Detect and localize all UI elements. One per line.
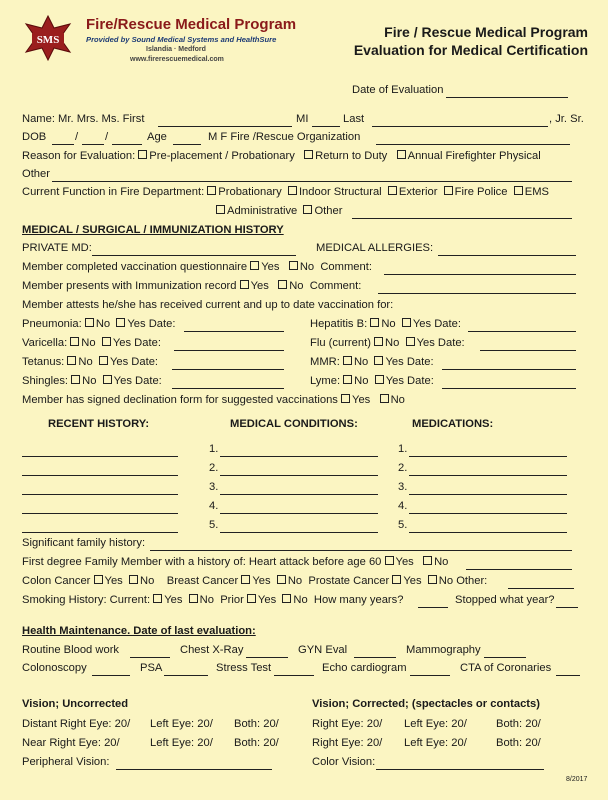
health-maintenance-heading: Health Maintenance. Date of last evaluation: — [22, 625, 256, 637]
reason-label — [22, 150, 541, 162]
age-label: Age — [147, 131, 167, 143]
vision-corrected-heading: Vision; Corrected; (spectacles or contacts) — [312, 698, 540, 710]
private-md-field[interactable] — [92, 255, 296, 256]
corrected-near-both-label: Both: 20/ — [496, 737, 541, 749]
medication-number: 1. — [398, 443, 408, 455]
checkbox[interactable] — [303, 205, 312, 214]
checkbox[interactable] — [116, 318, 125, 327]
checkbox[interactable] — [343, 356, 352, 365]
prostate-label: Prostate Cancer — [308, 575, 390, 587]
near-both-label: Both: 20/ — [234, 737, 279, 749]
shingles-label: Shingles: — [22, 375, 69, 387]
varicella-date-field[interactable] — [174, 350, 284, 351]
no-label: No — [381, 318, 396, 330]
current-function-row-2 — [216, 205, 342, 217]
cta-field[interactable] — [556, 675, 580, 676]
colon-label: Colon Cancer — [22, 575, 91, 587]
other-field[interactable] — [52, 181, 572, 182]
recent-history-line[interactable] — [22, 532, 178, 533]
first-degree-row — [22, 556, 448, 568]
lyme-label: Lyme: — [310, 375, 341, 387]
corrected-left-label: Left Eye: 20/ — [404, 718, 467, 730]
yes-label: Yes — [257, 594, 277, 606]
medical-section-heading: MEDICAL / SURGICAL / IMMUNIZATION HISTORY — [22, 224, 284, 236]
medications-heading: MEDICATIONS: — [412, 418, 494, 430]
dob-day-field[interactable] — [82, 144, 104, 145]
gyn-label: GYN Eval — [298, 644, 348, 656]
yes-date-label: Yes Date: — [412, 318, 461, 330]
option-ems: EMS — [524, 186, 549, 198]
chest-xray-field[interactable] — [246, 657, 288, 658]
both-label: Both: 20/ — [234, 718, 279, 730]
other-label: Other — [22, 168, 50, 180]
yes-date-label: Yes Date: — [109, 356, 159, 368]
header-title-2: Evaluation for Medical Certification — [353, 42, 588, 58]
checkbox[interactable] — [341, 394, 350, 403]
vacc-comment-field[interactable] — [384, 274, 576, 275]
checkbox[interactable] — [289, 261, 298, 270]
flu-label: Flu (current) — [310, 337, 371, 349]
last-name-field[interactable] — [372, 126, 548, 127]
yes-date-label: Yes Date: — [112, 337, 161, 349]
no-label: No — [139, 575, 155, 587]
maltese-cross-icon — [24, 14, 72, 62]
shingles-row — [22, 375, 162, 387]
psa-field[interactable] — [164, 675, 208, 676]
option-exterior: Exterior — [398, 186, 438, 198]
checkbox[interactable] — [282, 594, 291, 603]
no-label: No — [293, 594, 308, 606]
checkbox[interactable] — [374, 337, 383, 346]
logo-subtitle: Provided by Sound Medical Systems and HealthSure — [86, 35, 277, 44]
no-label: No — [354, 375, 369, 387]
immun-label: Member presents with Immunization record — [22, 280, 237, 292]
condition-line[interactable] — [220, 494, 378, 495]
medication-line[interactable] — [409, 456, 567, 457]
allergies-field[interactable] — [438, 255, 576, 256]
current-function-label: Current Function in Fire Department: — [22, 186, 205, 198]
mammography-field[interactable] — [484, 657, 526, 658]
comment-label: Comment: — [320, 261, 372, 273]
medication-number: 5. — [398, 519, 408, 531]
checkbox[interactable] — [153, 594, 162, 603]
no-label: No — [289, 280, 304, 292]
no-label: No — [390, 394, 405, 406]
other-cancer-field[interactable] — [508, 588, 574, 589]
condition-number: 5. — [209, 519, 219, 531]
routine-blood-label: Routine Blood work — [22, 644, 120, 656]
color-vision-label: Color Vision: — [312, 756, 376, 768]
medication-line[interactable] — [409, 513, 567, 514]
yes-label: Yes — [403, 575, 422, 587]
first-degree-field[interactable] — [466, 569, 572, 570]
logo-badge — [24, 14, 72, 62]
name-label: Name: Mr. Mrs. Ms. First — [22, 113, 145, 125]
tetanus-date-field[interactable] — [172, 369, 284, 370]
colonoscopy-label: Colonoscopy — [22, 662, 87, 674]
near-left-label: Left Eye: 20/ — [150, 737, 213, 749]
vaccination-questionnaire-row — [22, 261, 372, 273]
first-name-field[interactable] — [158, 126, 292, 127]
medication-number: 4. — [398, 500, 408, 512]
significant-family-field[interactable] — [150, 550, 572, 551]
checkbox[interactable] — [423, 556, 432, 565]
cancer-row — [22, 575, 487, 587]
shingles-date-field[interactable] — [172, 388, 284, 389]
smoking-row — [22, 594, 403, 606]
reason-text: Reason for Evaluation: — [22, 150, 136, 162]
gender-org-label: M F Fire /Rescue Organization — [208, 131, 361, 143]
yes-date-label: Yes Date: — [127, 318, 176, 330]
checkbox[interactable] — [241, 575, 250, 584]
immunization-record-row — [22, 280, 361, 292]
distant-right-label: Distant Right Eye: 20/ — [22, 718, 131, 730]
first-degree-label: First degree Family Member with a history of: Heart attack before age 60 — [22, 556, 382, 568]
comment-label: Comment: — [309, 280, 362, 292]
dob-slash: / — [75, 131, 79, 143]
condition-number: 1. — [209, 443, 219, 455]
checkbox[interactable] — [67, 356, 76, 365]
checkbox[interactable] — [216, 205, 225, 214]
checkbox[interactable] — [103, 375, 112, 384]
option-indoor: Indoor Structural — [298, 186, 382, 198]
recent-history-line[interactable] — [22, 513, 178, 514]
mi-field[interactable] — [312, 126, 340, 127]
corrected-near-right-label: Right Eye: 20/ — [312, 737, 383, 749]
last-label: Last — [343, 113, 365, 125]
gyn-field[interactable] — [354, 657, 396, 658]
no-label: No — [78, 356, 93, 368]
prior-label: Prior — [220, 594, 244, 606]
stress-test-label: Stress Test — [216, 662, 272, 674]
checkbox[interactable] — [99, 356, 108, 365]
hepb-date-field[interactable] — [468, 331, 576, 332]
yes-label: Yes — [395, 556, 414, 568]
no-label: No — [299, 261, 315, 273]
checkbox[interactable] — [514, 186, 523, 195]
no-label: No — [95, 318, 111, 330]
how-many-label: How many years? — [313, 594, 404, 606]
checkbox[interactable] — [85, 318, 94, 327]
peripheral-vision-field[interactable] — [116, 769, 272, 770]
pneumonia-row — [22, 318, 175, 330]
no-label: No — [434, 556, 449, 568]
checkbox[interactable] — [392, 575, 401, 584]
checkbox[interactable] — [428, 575, 437, 584]
condition-number: 4. — [209, 500, 219, 512]
checkbox[interactable] — [94, 575, 103, 584]
yes-date-label: Yes Date: — [113, 375, 162, 387]
checkbox[interactable] — [444, 186, 453, 195]
echo-label: Echo cardiogram — [322, 662, 407, 674]
organization-field[interactable] — [376, 144, 570, 145]
color-vision-field[interactable] — [376, 769, 544, 770]
checkbox[interactable] — [388, 186, 397, 195]
breast-label: Breast Cancer — [166, 575, 239, 587]
lyme-row — [310, 375, 434, 387]
medical-conditions-heading: MEDICAL CONDITIONS: — [230, 418, 358, 430]
checkbox[interactable] — [374, 356, 383, 365]
vacc-q-label: Member completed vaccination questionnaire — [22, 261, 248, 273]
corrected-both-label: Both: 20/ — [496, 718, 541, 730]
dob-slash: / — [105, 131, 109, 143]
option-other: Other — [314, 205, 343, 217]
checkbox[interactable] — [70, 337, 79, 346]
left-eye-label: Left Eye: 20/ — [150, 718, 213, 730]
stopped-label: Stopped what year? — [455, 594, 555, 606]
medication-number: 3. — [398, 481, 408, 493]
yes-label: Yes — [164, 594, 183, 606]
psa-label: PSA — [140, 662, 163, 674]
checkbox[interactable] — [240, 280, 249, 289]
logo-url[interactable]: www.firerescuemedical.com — [130, 56, 224, 63]
stress-test-field[interactable] — [274, 675, 314, 676]
no-label: No — [81, 337, 96, 349]
condition-line[interactable] — [220, 475, 378, 476]
checkbox[interactable] — [278, 280, 287, 289]
varicella-label: Varicella: — [22, 337, 68, 349]
smoking-label: Smoking History: Current: — [22, 594, 151, 606]
checkbox[interactable] — [102, 337, 111, 346]
current-function-row — [22, 186, 549, 198]
no-label: No — [385, 337, 400, 349]
mammography-label: Mammography — [406, 644, 481, 656]
logo-locations: Islandia · Medford — [146, 46, 206, 53]
svg-text:SMS: SMS — [36, 34, 60, 46]
varicella-row — [22, 337, 161, 349]
option-probationary: Probationary — [218, 186, 282, 198]
condition-line[interactable] — [220, 513, 378, 514]
recent-history-line[interactable] — [22, 475, 178, 476]
checkbox[interactable] — [397, 150, 406, 159]
checkbox[interactable] — [277, 575, 286, 584]
peripheral-vision-label: Peripheral Vision: — [22, 756, 110, 768]
flu-date-field[interactable] — [480, 350, 576, 351]
yes-date-label: Yes Date: — [385, 356, 434, 368]
yes-label: Yes — [250, 280, 269, 292]
form-version: 8/2017 — [566, 776, 588, 783]
yes-date-label: Yes Date: — [385, 375, 434, 387]
recent-history-line[interactable] — [22, 494, 178, 495]
recent-history-heading: RECENT HISTORY: — [48, 418, 150, 430]
pneumonia-label: Pneumonia: — [22, 318, 82, 330]
pneumonia-date-field[interactable] — [184, 331, 284, 332]
function-other-field[interactable] — [352, 218, 572, 219]
checkbox[interactable] — [207, 186, 216, 195]
option-fire-police: Fire Police — [454, 186, 508, 198]
stopped-year-field[interactable] — [556, 607, 578, 608]
checkbox[interactable] — [370, 318, 379, 327]
yes-label: Yes — [352, 394, 371, 406]
checkbox[interactable] — [189, 594, 198, 603]
lyme-date-field[interactable] — [442, 388, 576, 389]
no-label: No — [353, 356, 369, 368]
medication-line[interactable] — [409, 532, 567, 533]
date-of-evaluation-field[interactable] — [446, 97, 568, 98]
immun-comment-field[interactable] — [378, 293, 576, 294]
how-many-years-field[interactable] — [418, 607, 448, 608]
declination-label: Member has signed declination form for suggested vaccinations — [22, 394, 338, 406]
checkbox[interactable] — [247, 594, 256, 603]
routine-blood-field[interactable] — [130, 657, 170, 658]
significant-family-label: Significant family history: — [22, 537, 146, 549]
flu-row — [310, 337, 465, 349]
date-of-evaluation-label: Date of Evaluation — [352, 84, 444, 96]
condition-line[interactable] — [220, 456, 378, 457]
colonoscopy-field[interactable] — [92, 675, 130, 676]
header-title-1: Fire / Rescue Medical Program — [384, 24, 588, 40]
condition-number: 3. — [209, 481, 219, 493]
dob-year-field[interactable] — [112, 144, 142, 145]
checkbox[interactable] — [250, 261, 259, 270]
option-annual-physical: Annual Firefighter Physical — [407, 150, 541, 162]
near-right-label: Near Right Eye: 20/ — [22, 737, 120, 749]
mmr-row — [310, 356, 434, 368]
private-md-label: PRIVATE MD: — [22, 242, 92, 254]
condition-number: 2. — [209, 462, 219, 474]
checkbox[interactable] — [138, 150, 147, 159]
dob-month-field[interactable] — [52, 144, 74, 145]
medication-line[interactable] — [409, 475, 567, 476]
declination-row — [22, 394, 405, 406]
logo-title: Fire/Rescue Medical Program — [86, 16, 297, 33]
age-field[interactable] — [173, 144, 201, 145]
echo-field[interactable] — [410, 675, 450, 676]
hepb-label: Hepatitis B: — [310, 318, 368, 330]
mi-label: MI — [296, 113, 309, 125]
vision-uncorrected-heading: Vision; Uncorrected — [22, 698, 129, 710]
hepb-row — [310, 318, 461, 330]
tetanus-label: Tetanus: — [22, 356, 65, 368]
medication-number: 2. — [398, 462, 408, 474]
option-pre-placement: Pre-placement / Probationary — [149, 150, 295, 162]
attests-label: Member attests he/she has received current and up to date vaccination for: — [22, 299, 394, 311]
allergies-label: MEDICAL ALLERGIES: — [316, 242, 434, 254]
option-administrative: Administrative — [227, 205, 298, 217]
checkbox[interactable] — [380, 394, 389, 403]
checkbox[interactable] — [406, 337, 415, 346]
checkbox[interactable] — [71, 375, 80, 384]
recent-history-line[interactable] — [22, 456, 178, 457]
checkbox[interactable] — [304, 150, 313, 159]
mmr-date-field[interactable] — [442, 369, 576, 370]
no-label: No — [82, 375, 97, 387]
yes-label: Yes — [261, 261, 280, 273]
checkbox[interactable] — [129, 575, 138, 584]
option-return-to-duty: Return to Duty — [315, 150, 388, 162]
checkbox[interactable] — [288, 186, 297, 195]
checkbox[interactable] — [385, 556, 394, 565]
corrected-near-left-label: Left Eye: 20/ — [404, 737, 467, 749]
dob-label: DOB — [22, 131, 47, 143]
condition-line[interactable] — [220, 532, 378, 533]
checkbox[interactable] — [343, 375, 352, 384]
chest-xray-label: Chest X-Ray — [180, 644, 244, 656]
no-other-label: No Other: — [438, 575, 488, 587]
yes-date-label: Yes Date: — [416, 337, 465, 349]
no-label: No — [199, 594, 214, 606]
corrected-right-label: Right Eye: 20/ — [312, 718, 383, 730]
no-label: No — [287, 575, 303, 587]
checkbox[interactable] — [375, 375, 384, 384]
tetanus-row — [22, 356, 158, 368]
yes-label: Yes — [104, 575, 123, 587]
jr-sr-label: , Jr. Sr. — [549, 113, 584, 125]
yes-label: Yes — [252, 575, 271, 587]
medication-line[interactable] — [409, 494, 567, 495]
cta-label: CTA of Coronaries — [460, 662, 552, 674]
mmr-label: MMR: — [310, 356, 340, 368]
checkbox[interactable] — [402, 318, 411, 327]
